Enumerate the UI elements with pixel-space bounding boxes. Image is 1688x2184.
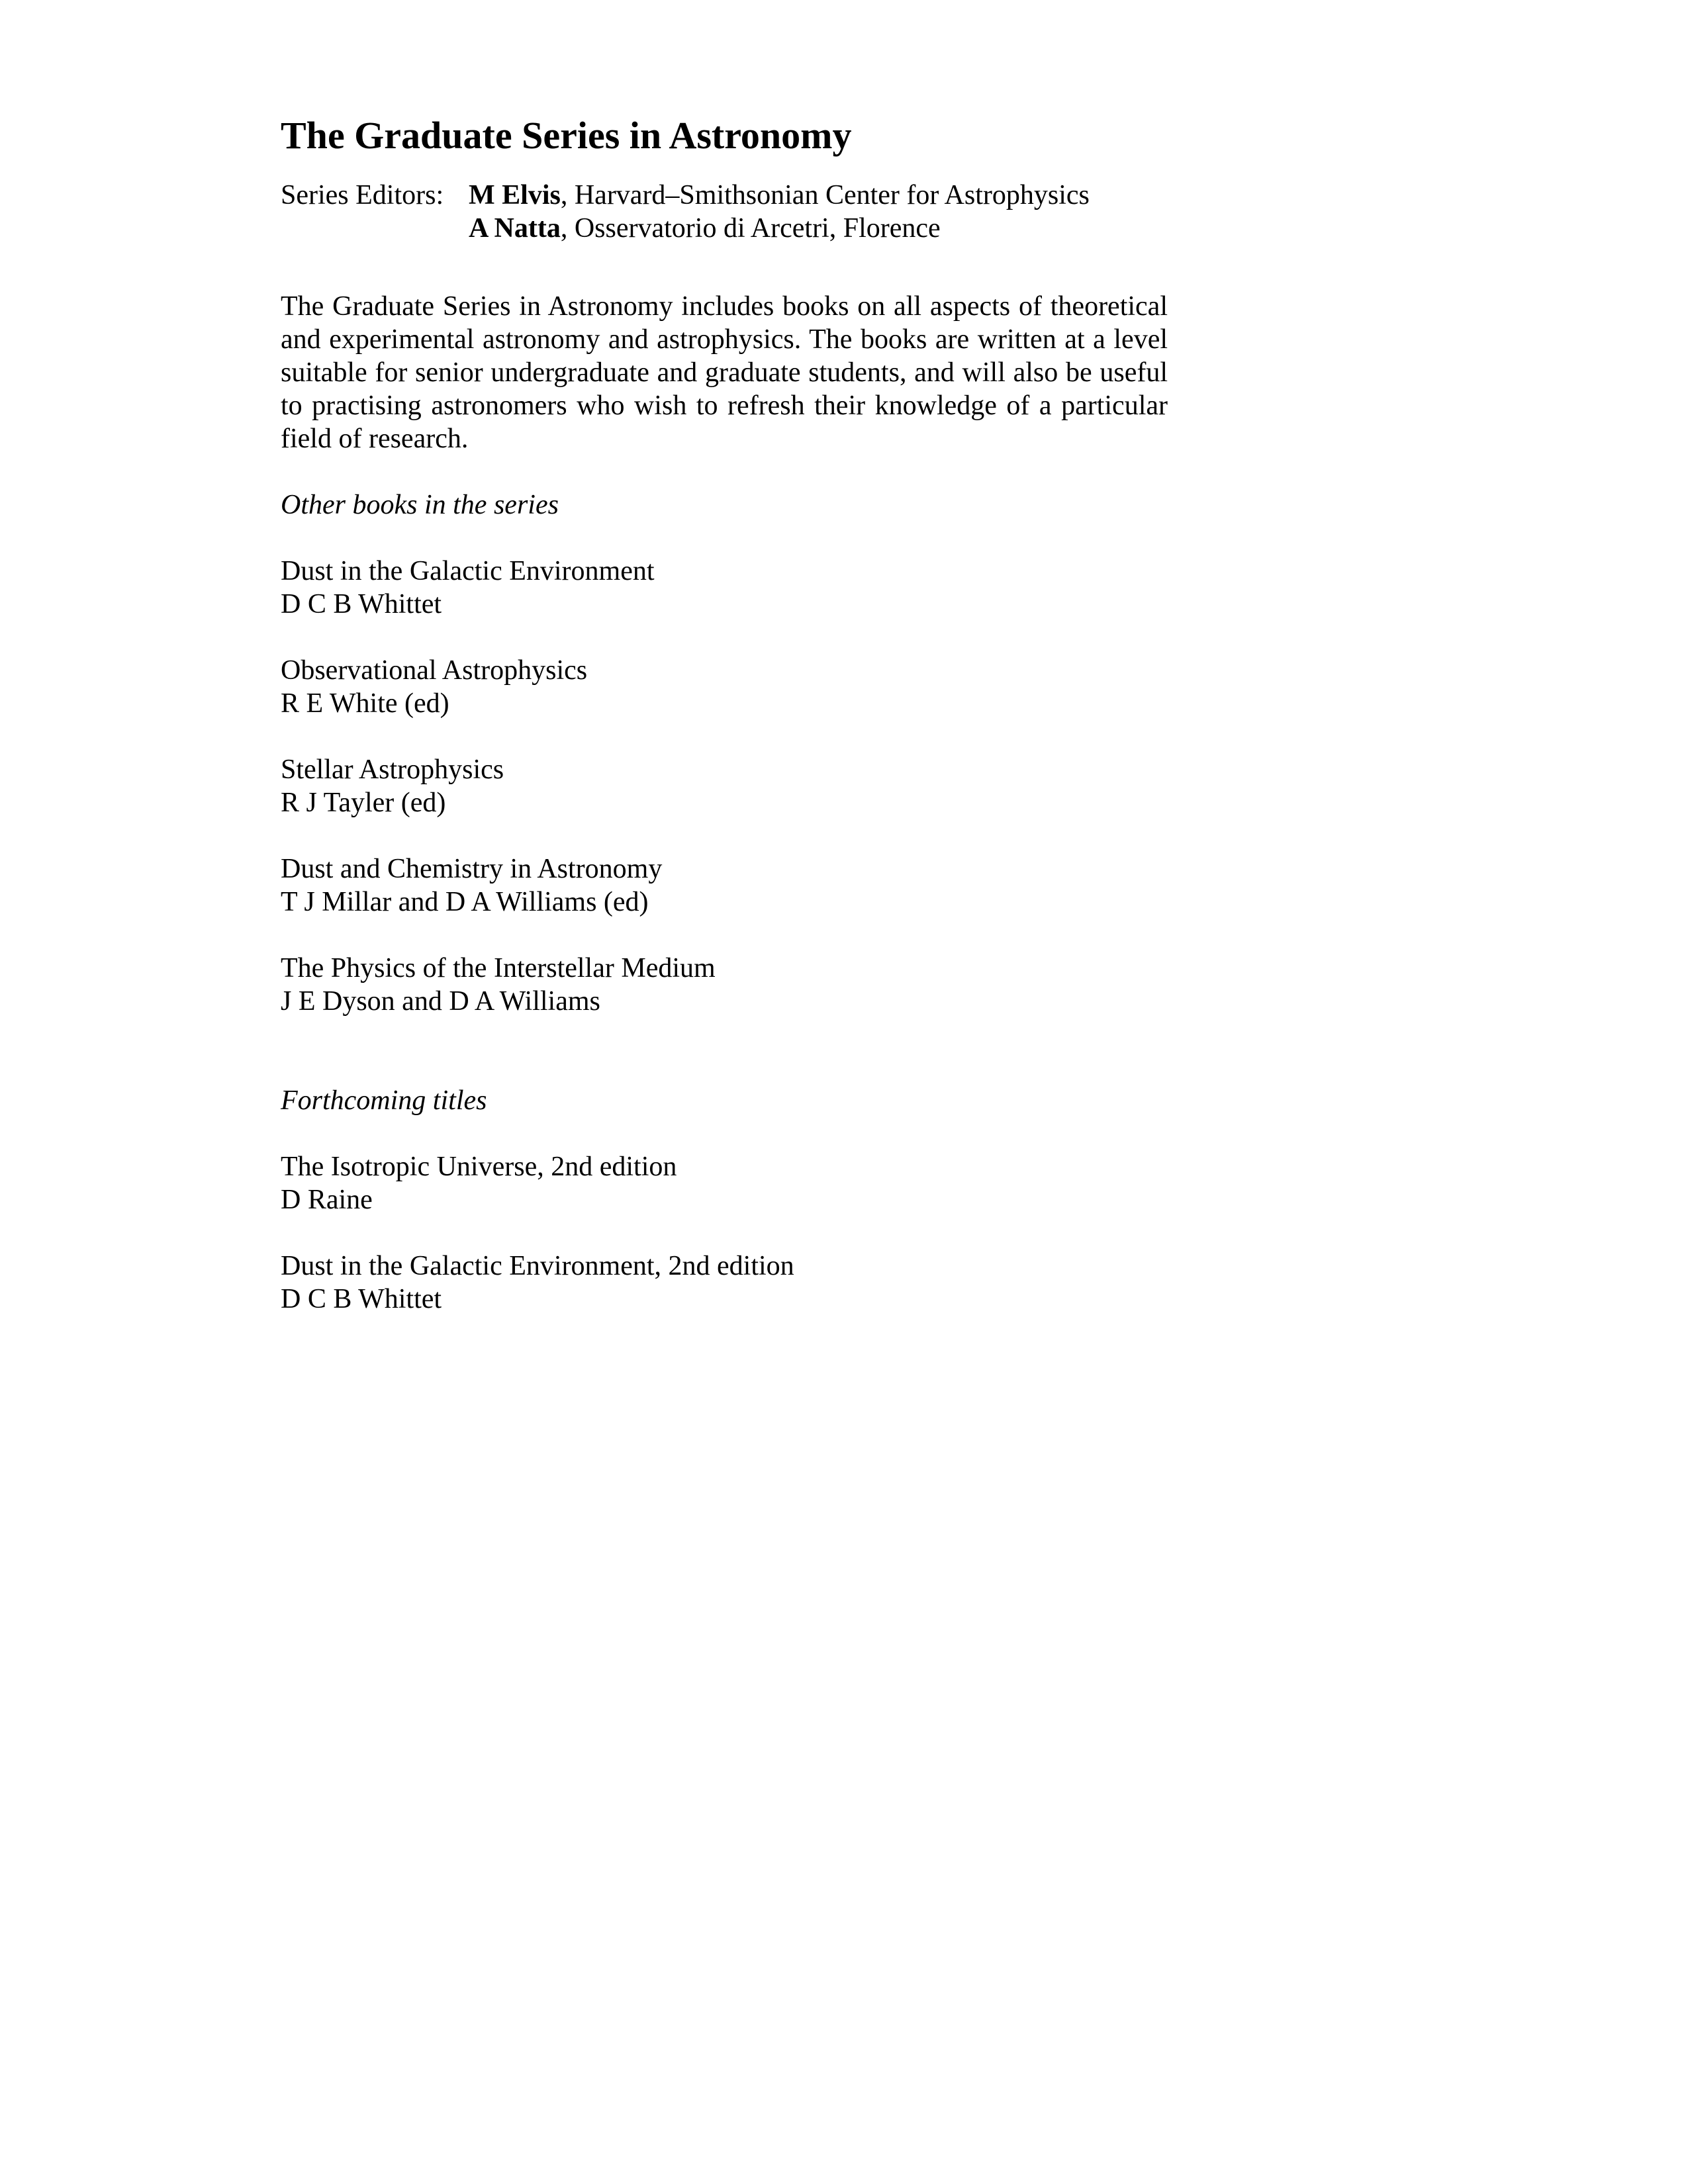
book-author: D C B Whittet [281, 589, 442, 619]
series-editors-list [469, 179, 1090, 245]
editor-name: M Elvis [469, 180, 561, 210]
book-entry [281, 1150, 1168, 1216]
editor-entry [469, 212, 1090, 245]
book-title: Observational Astrophysics [281, 655, 588, 686]
series-description: The Graduate Series in Astronomy includes books on all aspects of theoretical and experimental astronomy and astrophysics. The books are written at a level suitable for senior undergraduate and graduate students, and will also be useful to practising astronomers who wish to refresh their knowledge of a particular field of research. [281, 291, 1168, 454]
book-title: Stellar Astrophysics [281, 754, 504, 785]
forthcoming-heading: Forthcoming titles [281, 1085, 487, 1116]
book-author: R E White (ed) [281, 688, 449, 719]
book-entry [281, 555, 1168, 621]
book-title: The Physics of the Interstellar Medium [281, 953, 716, 983]
other-books-heading: Other books in the series [281, 490, 559, 520]
editor-entry [469, 179, 1090, 212]
book-entry [281, 852, 1168, 919]
book-title: Dust and Chemistry in Astronomy [281, 854, 663, 884]
book-author: J E Dyson and D A Williams [281, 986, 600, 1017]
book-author: T J Millar and D A Williams (ed) [281, 887, 649, 917]
series-editors [281, 179, 1168, 245]
book-author: D C B Whittet [281, 1284, 442, 1314]
book-title: Dust in the Galactic Environment [281, 556, 655, 586]
book-author: D Raine [281, 1185, 373, 1215]
series-title: The Graduate Series in Astronomy [281, 114, 852, 157]
book-entry [281, 952, 1168, 1018]
series-editors-label: Series Editors: [281, 180, 444, 210]
book-entry [281, 654, 1168, 720]
book-entry [281, 753, 1168, 819]
book-title: Dust in the Galactic Environment, 2nd edition [281, 1251, 794, 1281]
editor-name: A Natta [469, 213, 561, 244]
book-author: R J Tayler (ed) [281, 788, 446, 818]
book-entry [281, 1250, 1168, 1316]
page-content [281, 113, 1168, 1316]
editor-affiliation: , Harvard–Smithsonian Center for Astrophysics [560, 180, 1090, 210]
editor-affiliation: , Osservatorio di Arcetri, Florence [560, 213, 941, 244]
book-title: The Isotropic Universe, 2nd edition [281, 1152, 677, 1182]
